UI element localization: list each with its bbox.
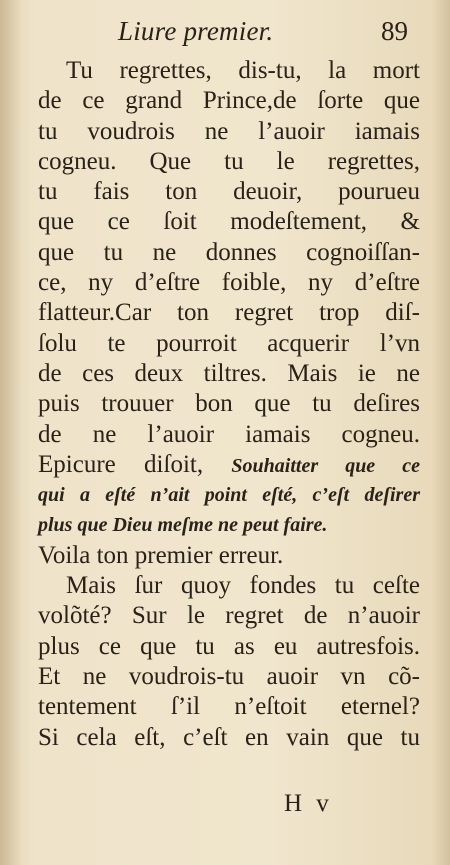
text-line: Mais ſur quoy fondes tu ceſte bbox=[66, 572, 420, 600]
epicure-text: Epicure diſoit, bbox=[38, 450, 204, 478]
page-header bbox=[40, 14, 420, 50]
text-line: volõté? Sur le regret de n’auoir bbox=[38, 602, 420, 630]
edge-shadow bbox=[432, 0, 450, 865]
text-line: tu voudrois ne l’auoir iamais bbox=[38, 117, 420, 145]
text-line: flatteur.Car ton regret trop diſ- bbox=[38, 299, 420, 327]
running-title: Liure premier. bbox=[118, 16, 274, 46]
text-line: de ces deux tiltres. Mais ie ne bbox=[38, 359, 420, 387]
text-line: Voila ton premier erreur. bbox=[38, 541, 284, 569]
text-line: ſolu te pourroit acquerir l’vn bbox=[38, 329, 420, 357]
body-text bbox=[38, 56, 420, 753]
quote-text: Souhaitter que ce bbox=[231, 454, 421, 477]
text-line-with-quote bbox=[38, 450, 420, 480]
text-line: ce, ny d’eſtre foible, ny d’eſtre bbox=[38, 269, 420, 297]
text-line: tentement ſ’il n’eſtoit eternel? bbox=[38, 693, 420, 721]
text-line: Et ne voudrois-tu auoir vn cõ- bbox=[38, 662, 420, 690]
text-line: de ce grand Prince,de ſorte que bbox=[38, 87, 420, 115]
gutter-shadow bbox=[0, 0, 22, 865]
text-line: que ce ſoit modeſtement, & bbox=[38, 208, 420, 236]
signature-mark: H v bbox=[284, 790, 333, 817]
text-line: puis trouuer bon que tu deſires bbox=[38, 390, 420, 418]
text-line: de ne l’auoir iamais cogneu. bbox=[38, 420, 420, 448]
text-line: tu fais ton deuoir, pourueu bbox=[38, 178, 420, 206]
quote-line: qui a eſté n’ait point eſté, c’eſt deſirer bbox=[38, 484, 420, 507]
text-line: Si cela eſt, c’eſt en vain que tu bbox=[38, 723, 420, 751]
text-line: cogneu. Que tu le regrettes, bbox=[38, 147, 420, 175]
text-line: plus ce que tu as eu autresfois. bbox=[38, 632, 420, 660]
page-number: 89 bbox=[381, 16, 408, 46]
text-line: Tu regrettes, dis-tu, la mort bbox=[66, 57, 420, 84]
text-line: que tu ne donnes cognoiſſan- bbox=[38, 238, 420, 266]
quote-line: plus que Dieu meſme ne peut faire. bbox=[38, 514, 328, 537]
